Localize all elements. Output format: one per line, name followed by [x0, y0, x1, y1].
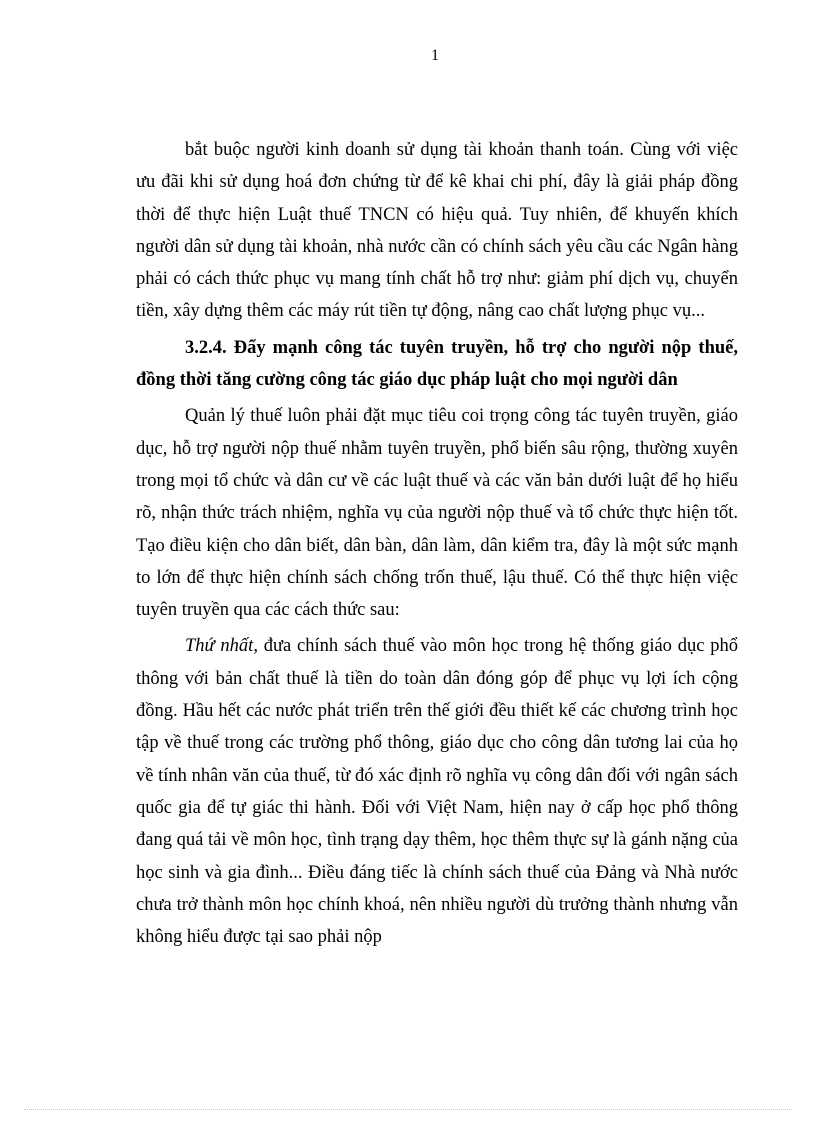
paragraph-first-method-text: đưa chính sách thuế vào môn học trong hệ thống giáo dục phổ thông với bản chất thuế là tiền do toàn dân đóng góp để phục vụ lợi ích cộng đồng. Hầu hết các nước phát triển trên thế giới đều thiết kế các chương trình học tập về thuế trong các trường phổ thông, giáo dục cho công dân tương lai của họ về tính nhân văn của thuế, từ đó xác định rõ nghĩa vụ công dân đối với ngân sách quốc gia để tự giác thi hành. Đối với Việt Nam, hiện nay ở cấp học phổ thông đang quá tải về môn học, tình trạng dạy thêm, học thêm thực sự là gánh nặng của học sinh và gia đình... Điều đáng tiếc là chính sách thuế của Đảng và Nhà nước chưa trở thành môn học chính khoá, nên nhiều người dù trưởng thành nhưng vẫn không hiểu được tại sao phải nộp [136, 636, 738, 948]
paragraph-tax-management: Quản lý thuế luôn phải đặt mục tiêu coi trọng công tác tuyên truyền, giáo dục, hỗ trợ người nộp thuế nhằm tuyên truyền, phổ biến sâu rộng, thường xuyên trong mọi tổ chức và dân cư về các luật thuế và các văn bản dưới luật để họ hiểu rõ, nhận thức trách nhiệm, nghĩa vụ của người nộp thuế và tổ chức thực hiện tốt. Tạo điều kiện cho dân biết, dân bàn, dân làm, dân kiểm tra, đây là một sức mạnh to lớn để thực hiện chính sách chống trốn thuế, lậu thuế. Có thể thực hiện việc tuyên truyền qua các cách thức sau: [136, 406, 738, 621]
paragraph-bank-accounts: bắt buộc người kinh doanh sử dụng tài khoản thanh toán. Cùng với việc ưu đãi khi sử dụng hoá đơn chứng từ để kê khai chi phí, đây là giải pháp đồng thời để thực hiện Luật thuế TNCN có hiệu quả. Tuy nhiên, để khuyến khích người dân sử dụng tài khoản, nhà nước cần có chính sách yêu cầu các Ngân hàng phải có cách thức phục vụ mang tính chất hỗ trợ như: giảm phí dịch vụ, chuyển tiền, xây dựng thêm các máy rút tiền tự động, nâng cao chất lượng phục vụ... [136, 140, 738, 322]
section-heading-3-2-4: 3.2.4. Đẩy mạnh công tác tuyên truyền, hỗ trợ cho người nộp thuế, đồng thời tăng cường công tác giáo dục pháp luật cho mọi người dân [136, 337, 738, 391]
page-number: 1 [431, 47, 439, 64]
paragraph-lead-italic: Thứ nhất, [185, 636, 258, 657]
paragraph-first-method [136, 630, 738, 953]
page-bottom-border [24, 1109, 792, 1110]
document-body [136, 134, 738, 953]
